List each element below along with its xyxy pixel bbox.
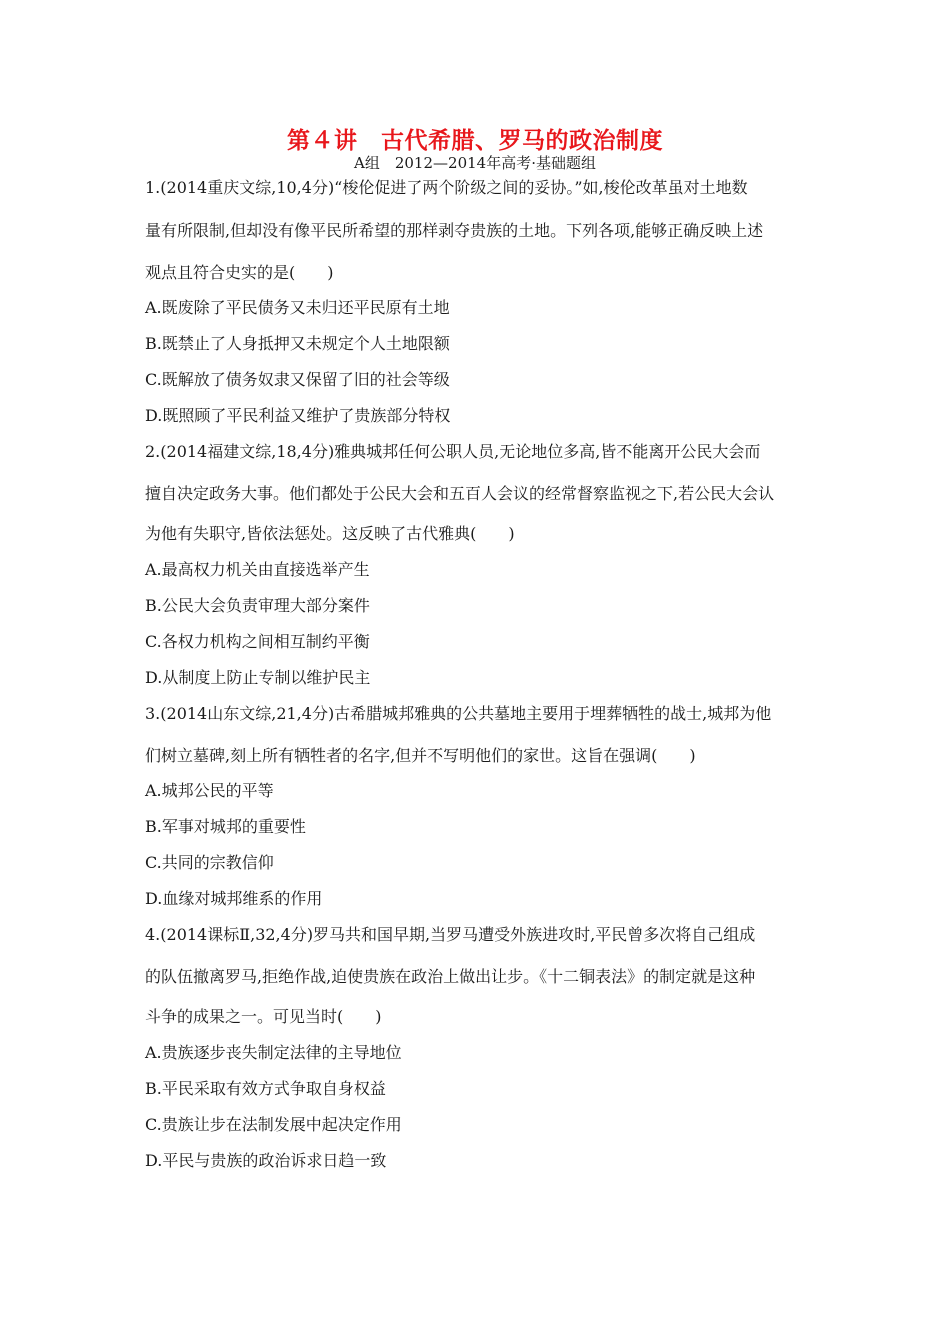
question-2-option-b: B.公民大会负责审理大部分案件 (145, 596, 370, 615)
question-1-stem-line-2: 量有所限制,但却没有像平民所希望的那样剥夺贵族的土地。下列各项,能够正确反映上述 (145, 221, 764, 240)
question-1-stem-line-1: 1.(2014重庆文综,10,4分)“梭伦促进了两个阶级之间的妥协。”如,梭伦改革虽对土地数 (145, 178, 748, 197)
question-1-option-a: A.既废除了平民债务又未归还平民原有土地 (145, 298, 450, 317)
question-3-stem-line-2: 们树立墓碑,刻上所有牺牲者的名字,但并不写明他们的家世。这旨在强调( ) (145, 746, 696, 765)
question-2-option-c: C.各权力机构之间相互制约平衡 (145, 632, 370, 651)
question-2-option-d: D.从制度上防止专制以维护民主 (145, 668, 371, 687)
question-3-option-b: B.军事对城邦的重要性 (145, 817, 306, 836)
question-4-stem-line-2: 的队伍撤离罗马,拒绝作战,迫使贵族在政治上做出让步。《十二铜表法》的制定就是这种 (145, 967, 756, 986)
question-3-option-d: D.血缘对城邦维系的作用 (145, 889, 323, 908)
question-2-option-a: A.最高权力机关由直接选举产生 (145, 560, 370, 579)
question-3-option-c: C.共同的宗教信仰 (145, 853, 274, 872)
question-4-stem-line-1: 4.(2014课标Ⅱ,32,4分)罗马共和国早期,当罗马遭受外族进攻时,平民曾多次将自己组成 (145, 925, 756, 944)
question-3-stem-line-1: 3.(2014山东文综,21,4分)古希腊城邦雅典的公共墓地主要用于埋葬牺牲的战士,城邦为他 (145, 704, 772, 723)
question-4-option-b: B.平民采取有效方式争取自身权益 (145, 1079, 386, 1098)
question-2-stem-line-3: 为他有失职守,皆依法惩处。这反映了古代雅典( ) (145, 524, 515, 543)
question-1-option-c: C.既解放了债务奴隶又保留了旧的社会等级 (145, 370, 450, 389)
page-title: 第４讲 古代希腊、罗马的政治制度 (287, 128, 663, 154)
section-subtitle: A组 2012—2014年高考·基础题组 (354, 154, 596, 172)
question-2-stem-line-1: 2.(2014福建文综,18,4分)雅典城邦任何公职人员,无论地位多高,皆不能离开公民大会而 (145, 442, 761, 461)
question-1-stem-line-3: 观点且符合史实的是( ) (145, 263, 334, 282)
question-4-option-c: C.贵族让步在法制发展中起决定作用 (145, 1115, 402, 1134)
question-1-option-b: B.既禁止了人身抵押又未规定个人土地限额 (145, 334, 450, 353)
question-4-option-a: A.贵族逐步丧失制定法律的主导地位 (145, 1043, 402, 1062)
question-2-stem-line-2: 擅自决定政务大事。他们都处于公民大会和五百人会议的经常督察监视之下,若公民大会认 (145, 484, 775, 503)
question-3-option-a: A.城邦公民的平等 (145, 781, 274, 800)
question-1-option-d: D.既照顾了平民利益又维护了贵族部分特权 (145, 406, 451, 425)
question-4-option-d: D.平民与贵族的政治诉求日趋一致 (145, 1151, 387, 1170)
question-4-stem-line-3: 斗争的成果之一。可见当时( ) (145, 1007, 382, 1026)
